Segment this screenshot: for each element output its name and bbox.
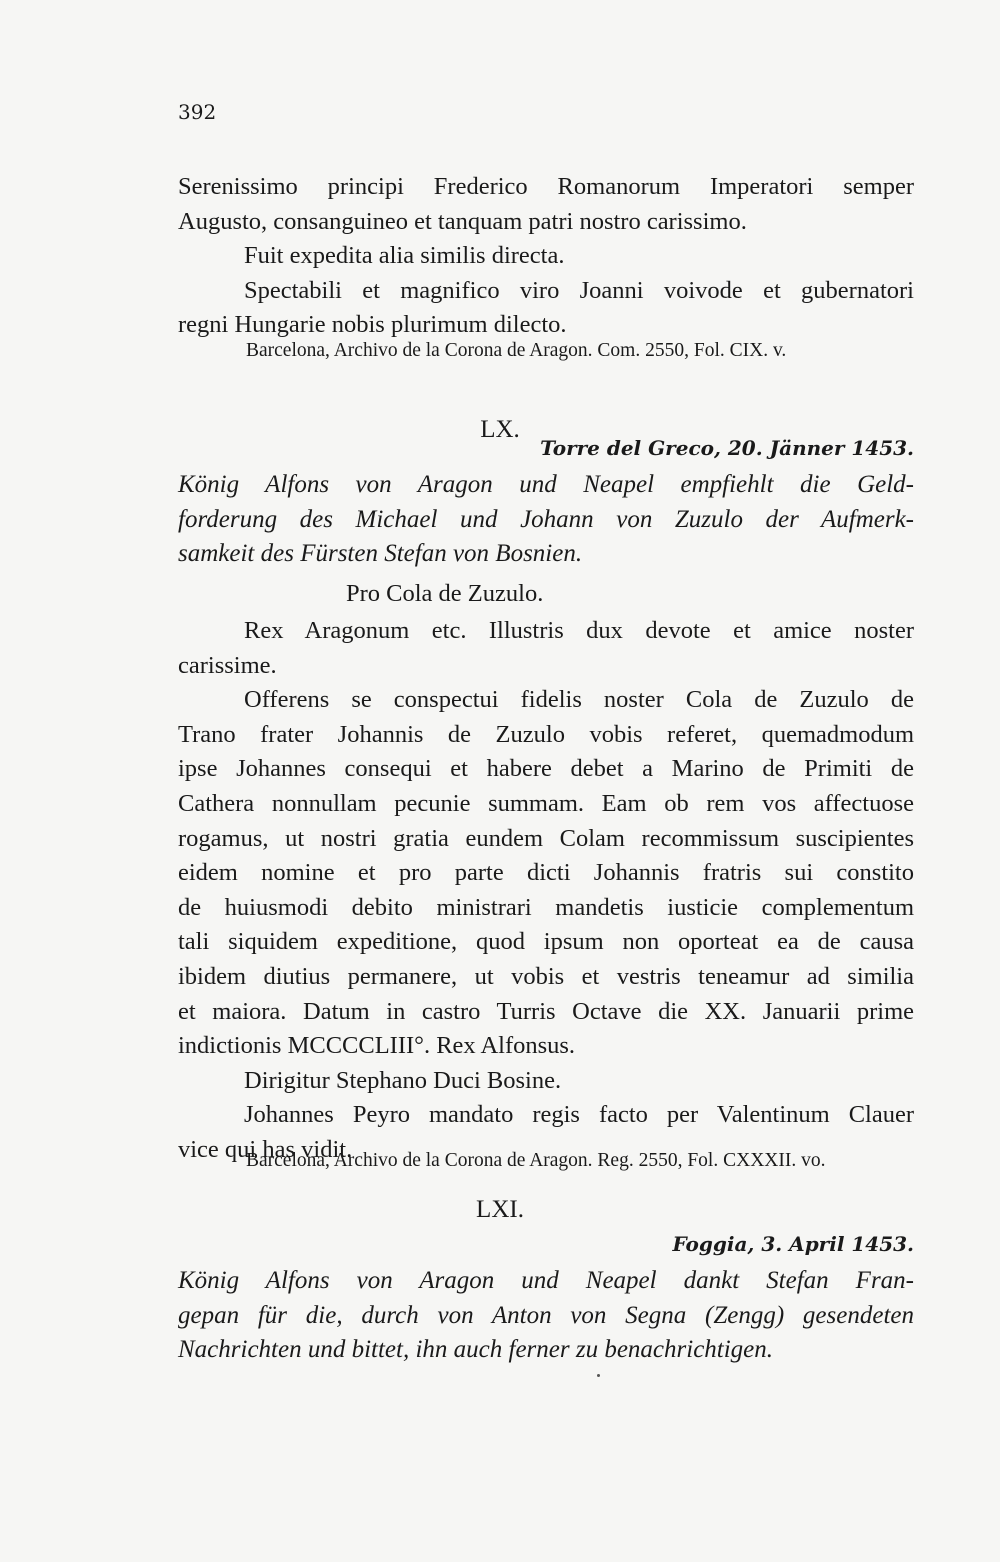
intro-line: Fuit expedita alia similis directa. xyxy=(244,242,565,270)
body-line: Cathera nonnullam pecunie summam. Eam ob rem vos affectuose xyxy=(178,789,914,817)
body-line: Trano frater Johannis de Zuzulo vobis referet, quemadmodum xyxy=(178,720,914,748)
document-summary xyxy=(178,468,914,572)
body-line: vice qui has vidit. xyxy=(178,1135,353,1163)
intro-line: Spectabili et magnifico viro Joanni voivode et gubernatori xyxy=(244,276,914,304)
document-heading: Pro Cola de Zuzulo. xyxy=(346,580,544,607)
archive-source: Barcelona, Archivo de la Corona de Aragon. Com. 2550, Fol. CIX. v. xyxy=(246,340,787,361)
body-line: ipse Johannes consequi et habere debet a Marino de Primiti de xyxy=(178,755,914,783)
body-line: eidem nomine et pro parte dicti Johannis fratris sui constito xyxy=(178,859,914,887)
intro-line: regni Hungarie nobis plurimum dilecto. xyxy=(178,311,567,339)
summary-line: samkeit des Fürsten Stefan von Bosnien. xyxy=(178,540,583,568)
body-line: Johannes Peyro mandato regis facto per Valentinum Clauer xyxy=(244,1101,914,1129)
document-dateline: Foggia, 3. April 1453. xyxy=(672,1232,914,1256)
body-line: ibidem diutius permanere, ut vobis et vestris teneamur ad similia xyxy=(178,962,914,990)
body-line: rogamus, ut nostri gratia eundem Colam recommissum suscipientes xyxy=(178,824,914,852)
document-dateline: Torre del Greco, 20. Jänner 1453. xyxy=(540,436,914,460)
body-line: indictionis MCCCCLIII°. Rex Alfonsus. xyxy=(178,1032,576,1060)
body-line: tali siquidem expeditione, quod ipsum non oporteat ea de causa xyxy=(178,928,914,956)
archive-source: Barcelona, Archivo de la Corona de Aragon. Reg. 2550, Fol. CXXXII. vo. xyxy=(246,1150,826,1171)
document-body xyxy=(178,614,914,1168)
summary-line: Nachrichten und bittet, ihn auch ferner zu benachrichtigen. xyxy=(178,1336,774,1364)
summary-line: König Alfons von Aragon und Neapel empfiehlt die Geld- xyxy=(178,471,914,498)
body-line: et maiora. Datum in castro Turris Octave die XX. Januarii prime xyxy=(178,997,914,1025)
print-speck xyxy=(597,1374,600,1377)
body-line: Rex Aragonum etc. Illustris dux devote et amice noster xyxy=(244,617,914,644)
summary-line: gepan für die, durch von Anton von Segna (Zengg) gesendeten xyxy=(178,1301,914,1329)
summary-line: König Alfons von Aragon und Neapel dankt Stefan Fran- xyxy=(178,1267,914,1294)
document-summary xyxy=(178,1264,914,1368)
document-numeral: LX. xyxy=(480,416,520,443)
page-number: 392 xyxy=(178,100,217,124)
summary-line: forderung des Michael und Johann von Zuzulo der Aufmerk- xyxy=(178,505,914,533)
document-numeral: LXI. xyxy=(476,1196,524,1223)
body-line: Offerens se conspectui fidelis noster Cola de Zuzulo de xyxy=(244,686,914,714)
intro-address xyxy=(178,170,914,343)
body-line: carissime. xyxy=(178,651,277,679)
intro-line: Augusto, consanguineo et tanquam patri nostro carissimo. xyxy=(178,207,747,235)
intro-line: Serenissimo principi Frederico Romanorum Imperatori semper xyxy=(178,173,914,200)
body-line: Dirigitur Stephano Duci Bosine. xyxy=(244,1066,562,1094)
body-line: de huiusmodi debito ministrari mandetis iusticie complementum xyxy=(178,893,914,921)
